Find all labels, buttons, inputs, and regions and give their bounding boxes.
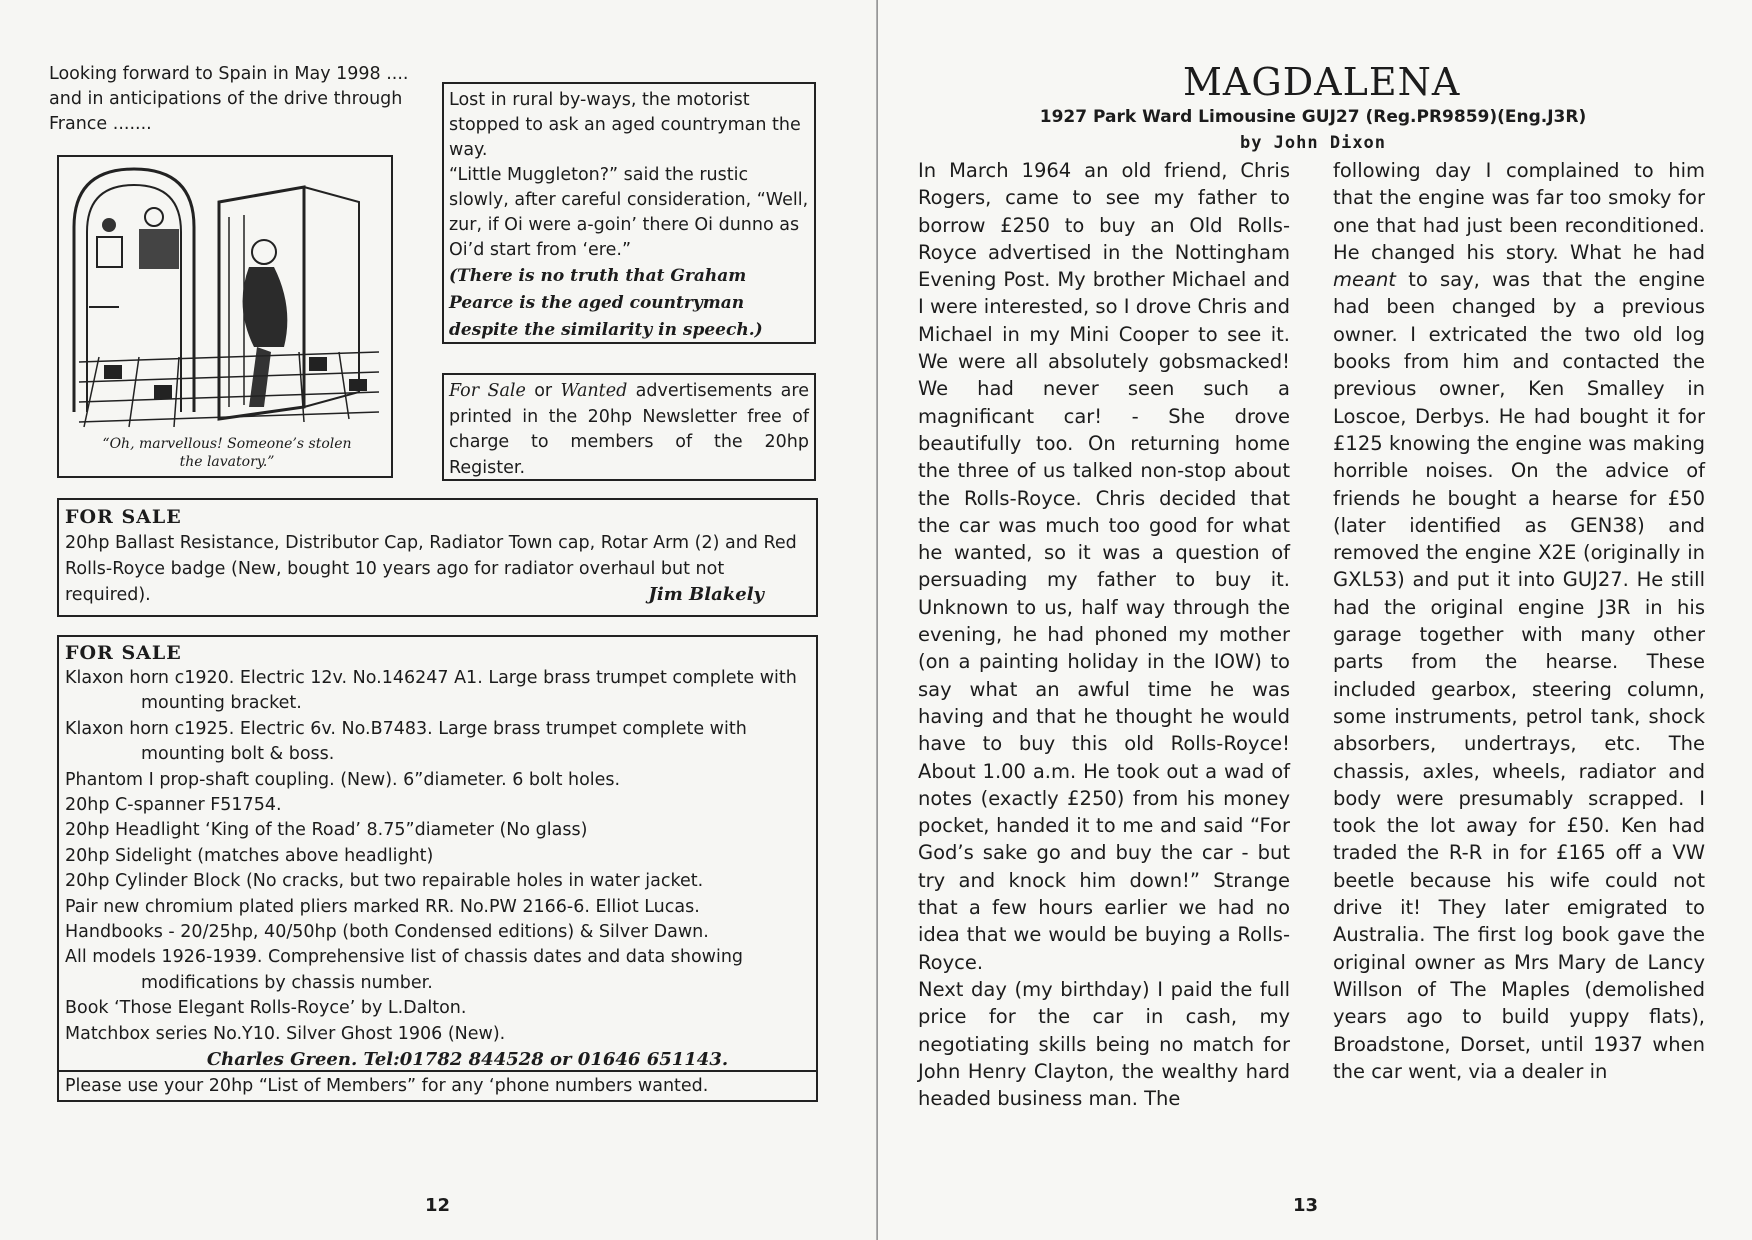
signature-charles-green: Charles Green. Tel:01782 844528 or 01646 651143. <box>206 1049 729 1071</box>
article-paragraph: Next day (my birthday) I paid the full price for the car in cash, my negotiating skills being no match for John Henry Clayton, the wealthy hard headed business man. The <box>918 977 1290 1111</box>
list-item: Klaxon horn c1920. Electric 12v. No.146247 A1. Large brass trumpet complete with mounting bracket. <box>65 668 797 714</box>
list-item: Matchbox series No.Y10. Silver Ghost 1906 (New). <box>65 1023 506 1044</box>
article-subtitle: 1927 Park Ward Limousine GUJ27 (Reg.PR9859)(Eng.J3R) <box>1039 107 1587 127</box>
article-byline: by John Dixon <box>1239 133 1387 153</box>
cartoon-caption-line1: “Oh, marvellous! Someone’s stolen <box>102 436 352 452</box>
list-item: 20hp Cylinder Block (No cracks, but two repairable holes in water jacket. <box>65 871 704 892</box>
advert-note-box <box>442 373 816 481</box>
for-sale-box-2 <box>57 635 818 1102</box>
signature-jim-blakely: Jim Blakely <box>648 584 764 605</box>
cartoon-caption-line2: the lavatory.” <box>179 454 275 470</box>
article-column-right <box>1333 157 1705 1085</box>
article-column-left <box>918 157 1290 1112</box>
wanted-label: Wanted <box>560 381 628 401</box>
list-item: 20hp Headlight ‘King of the Road’ 8.75”diameter (No glass) <box>65 820 588 841</box>
cartoon-box <box>57 155 393 478</box>
list-item: Book ‘Those Elegant Rolls-Royce’ by L.Dalton. <box>65 998 467 1019</box>
advert-note-text: advertisements are printed in the 20hp Newsletter free of charge to members of the 20hp Register. <box>449 381 809 478</box>
article-paragraph: In March 1964 an old friend, Chris Rogers, came to see my father to borrow £250 to buy an Old Rolls-Royce advertised in the Nottingham Evening Post. My brother Michael and I were interested, so I drove Chris and Michael in my Mini Cooper to see it. We were all absolutely gobsmacked! We had never seen such a magnificant car! - She drove beautifully too. On returning home the three of us talked non-stop about the Rolls-Royce. Chris decided that the car was much too good for what he wanted, so it was a question of persuading my father to buy it. Unknown to us, half way through the evening, he had phoned my mother (on a painting holiday in the IOW) to say what an awful time he was having and that he thought he would have to buy this old Rolls-Royce! About 1.00 a.m. He took out a wad of notes (exactly £250) from his money pocket, handed it to me and said “For God’s sake go and buy the car - but try and knock him down!” Strange that a few hours earlier we had no idea that we would be buying a Rolls-Royce. <box>918 159 1290 974</box>
or-label: or <box>525 381 561 401</box>
for-sale-heading-2: FOR SALE <box>65 642 182 664</box>
for-sale-box-1 <box>57 498 818 617</box>
article-text: to say, was that the engine had been changed by a previous owner. I extricated the two old log books from him and contacted the previous owner, Ken Smalley in Loscoe, Derbys. He had bought it for £125 knowing the engine was making horrible noises. On the advice of friends he bought a hearse for £50 (later identified as GEN38) and removed the engine X2E (originally in GXL53) and put it into GUJ27. He still had the original engine J3R in his garage together with many other parts from the hearse. These included gearbox, steering column, some instruments, petrol tank, shock absorbers, undertrays, etc. The chassis, axles, wheels, radiator and body were presumably scrapped. I took the lot away for £50. Ken had traded the R-R in for £165 off a VW beetle because his wife could not drive it! They later emigrated to Australia. The first log book gave the original owner as Mrs Mary de Lancy Willson of The Maples (demolished years ago to build yuppy flats), Broadstone, Dorset, until 1937 when the car went, via a dealer in <box>1333 268 1705 1083</box>
cartoon-caption <box>59 435 395 471</box>
intro-text: Looking forward to Spain in May 1998 .... and in anticipations of the drive through France ....... <box>49 64 409 134</box>
for-sale-label: For Sale <box>449 381 526 401</box>
for-sale-heading-1: FOR SALE <box>65 506 182 528</box>
members-list-note: Please use your 20hp “List of Members” for any ‘phone numbers wanted. <box>59 1070 816 1100</box>
article-text: following day I complained to him that the engine was far too smoky for one that had just been reconditioned. He changed his story. What he had <box>1333 159 1705 264</box>
cartoon-illustration <box>59 157 391 432</box>
list-item: Pair new chromium plated pliers marked RR. No.PW 2166-6. Elliot Lucas. <box>65 896 700 917</box>
list-item: Phantom I prop-shaft coupling. (New). 6”diameter. 6 bolt holes. <box>65 769 621 790</box>
joke-line1: Lost in rural by-ways, the motorist stopped to ask an aged countryman the way. <box>449 90 801 160</box>
joke-box <box>442 82 816 344</box>
list-item: 20hp Sidelight (matches above headlight) <box>65 845 434 866</box>
list-item: Klaxon horn c1925. Electric 6v. No.B7483. Large brass trumpet complete with mounting bolt & boss. <box>65 718 747 765</box>
page-number-right: 13 <box>1293 1195 1319 1216</box>
list-item: 20hp C-spanner F51754. <box>65 795 282 816</box>
article-title: MAGDALENA <box>1183 60 1461 104</box>
article-paragraph <box>1333 157 1705 1085</box>
list-item: All models 1926-1939. Comprehensive list of chassis dates and data showing modifications by chassis number. <box>65 947 744 993</box>
article-emphasis: meant <box>1333 268 1396 292</box>
list-item: Handbooks - 20/25hp, 40/50hp (both Condensed editions) & Silver Dawn. <box>65 922 709 943</box>
joke-note: (There is no truth that Graham Pearce is the aged countryman despite the similarity in speech.) <box>449 266 763 340</box>
joke-line2: “Little Muggleton?” said the rustic slowly, after careful consideration, “Well, zur, if Oi were a-goin’ there Oi dunno as Oi’d start from ‘ere.” <box>449 165 809 260</box>
for-sale-text-1: 20hp Ballast Resistance, Distributor Cap, Radiator Town cap, Rotar Arm (2) and Red Rolls-Royce badge (New, bought 10 years ago for radiator overhaul but not required). <box>65 533 797 605</box>
page-number-left: 12 <box>425 1195 451 1216</box>
